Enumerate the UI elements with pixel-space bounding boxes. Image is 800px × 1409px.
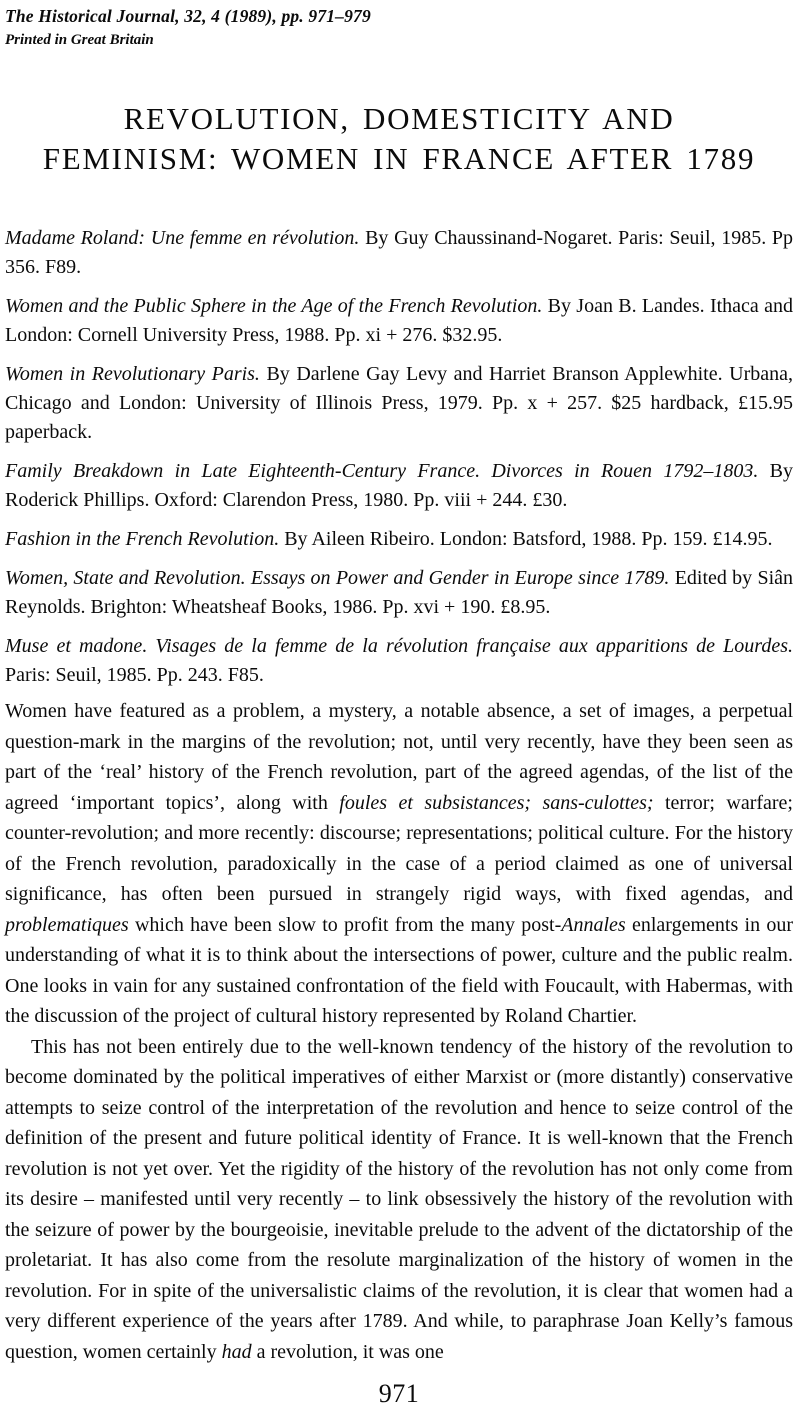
body-paragraph-2 xyxy=(5,1032,793,1368)
book-review-entry xyxy=(5,292,793,350)
article-title-line-2: FEMINISM: WOMEN IN FRANCE AFTER 1789 xyxy=(42,141,756,176)
book-title: Muse et madone. Visages de la femme de la révolution française aux apparitions de Lourdes. xyxy=(5,635,793,657)
page-footer xyxy=(5,1379,793,1409)
book-review-entry xyxy=(5,224,793,282)
paragraph-text: which have been slow to profit from the many post- xyxy=(128,913,562,936)
book-details: By Guy Chaussinand-Nogaret. Paris: Seuil, 1985. Pp 356. F89. xyxy=(5,227,794,278)
paragraph-text-italic: problematiques xyxy=(5,913,129,936)
book-title: Women and the Public Sphere in the Age of the French Revolution. xyxy=(5,295,543,317)
book-details: By Darlene Gay Levy and Harriet Branson Applewhite. Urbana, Chicago and London: University of Illinois Press, 1979. Pp. x + 257. $25 hardback, £15.95 paperback. xyxy=(5,363,793,443)
journal-citation-line: The Historical Journal, 32, 4 (1989), pp. 971–979 xyxy=(5,6,371,26)
book-review-entry xyxy=(5,360,793,447)
book-title: Madame Roland: Une femme en révolution. xyxy=(5,227,360,249)
book-details: By Aileen Ribeiro. London: Batsford, 1988. Pp. 159. £14.95. xyxy=(279,528,773,550)
book-review-entry xyxy=(5,564,793,622)
book-review-entry xyxy=(5,632,793,690)
book-details: Paris: Seuil, 1985. Pp. 243. F85. xyxy=(5,664,264,686)
book-details: By Joan B. Landes. Ithaca and London: Cornell University Press, 1988. Pp. xi + 276. $32.95. xyxy=(5,295,793,346)
printed-in-line: Printed in Great Britain xyxy=(5,32,154,48)
book-title: Women, State and Revolution. Essays on Power and Gender in Europe since 1789. xyxy=(5,567,670,589)
paragraph-text: terror; warfare; counter-revolution; and more recently: discourse; representations; political culture. For the history of the French revolution, paradoxically in the case of a period claimed as one of universal significance, has often been pursued in strangely rigid ways, with fixed agendas, and xyxy=(5,791,793,905)
body-paragraph-1 xyxy=(5,696,793,1032)
paragraph-text: a revolution, it was one xyxy=(251,1340,444,1363)
paragraph-text-italic: Annales xyxy=(561,913,626,936)
paragraph-text-italic: had xyxy=(221,1340,252,1363)
book-title: Women in Revolutionary Paris. xyxy=(5,363,260,385)
paragraph-text-italic: foules et subsistances; sans-culottes; xyxy=(339,791,654,814)
journal-masthead xyxy=(5,5,793,50)
paragraph-text: This has not been entirely due to the well-known tendency of the history of the revolution to become dominated by the political imperatives of either Marxist or (more distantly) conservative attempts to seize control of the interpretation of the revolution and hence to seize control of the definition of the present and future political identity of France. It is well-known that the French revolution is not yet over. Yet the rigidity of the history of the revolution has not only come from its desire – manifested until very recently – to link obsessively the history of the revolution with the seizure of power by the bourgeoisie, inevitable prelude to the advent of the dictatorship of the proletariat. It has also come from the resolute marginalization of the history of women in the revolution. For in spite of the universalistic claims of the revolution, it is clear that women had a very different experience of the years after 1789. And while, to paraphrase Joan Kelly’s famous question, women certainly xyxy=(5,1035,793,1363)
paragraph-text: Women have featured as a problem, a mystery, a notable absence, a set of images, a perpetual question-mark in the margins of the revolution; not, until very recently, have they been seen as part of the ‘real’ history of the French revolution, part of the agreed agendas, of the list of the agreed ‘important topics’, along with xyxy=(5,700,793,814)
article-title-line-1: REVOLUTION, DOMESTICITY AND xyxy=(123,101,675,136)
book-review-list xyxy=(5,224,793,690)
book-review-entry xyxy=(5,457,793,515)
book-details: Edited by Siân Reynolds. Brighton: Wheatsheaf Books, 1986. Pp. xvi + 190. £8.95. xyxy=(5,567,794,618)
article-title xyxy=(15,99,783,179)
paragraph-text: enlargements in our understanding of what it is to think about the intersections of power, culture and the public realm. One looks in vain for any sustained confrontation of the field with Foucault, with Habermas, with the discussion of the project of cultural history represented by Roland Chartier. xyxy=(5,913,793,1027)
book-title: Family Breakdown in Late Eighteenth-Century France. Divorces in Rouen 1792–1803. xyxy=(5,460,759,482)
book-title: Fashion in the French Revolution. xyxy=(5,528,280,550)
article-body xyxy=(5,696,793,1367)
book-review-entry xyxy=(5,525,793,554)
book-details: By Roderick Phillips. Oxford: Clarendon Press, 1980. Pp. viii + 244. £30. xyxy=(5,460,793,511)
page-number: 971 xyxy=(378,1379,420,1408)
